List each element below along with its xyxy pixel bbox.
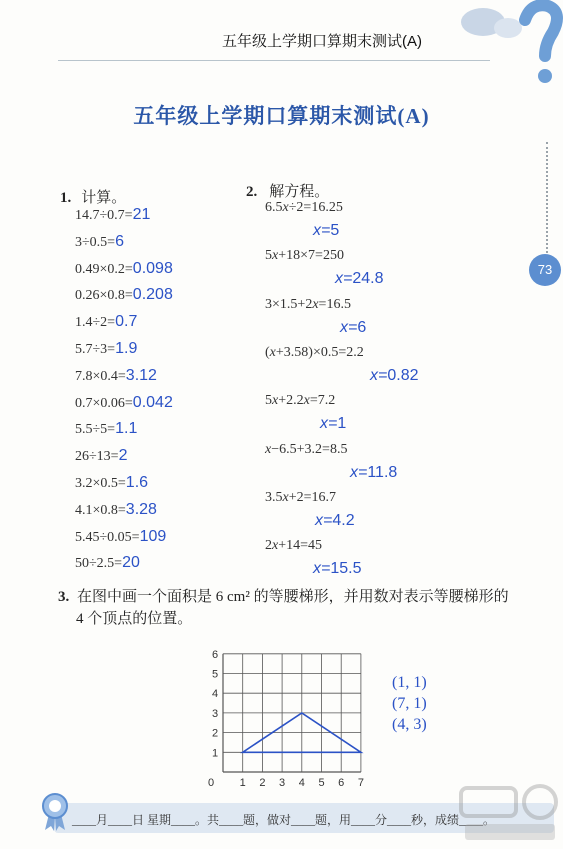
q2-list — [265, 200, 485, 585]
q2-solution: x=1 — [320, 415, 347, 433]
question-mark-decoration — [453, 0, 563, 90]
q1-expression: 0.26×0.8= — [75, 288, 133, 304]
q1-item — [75, 394, 173, 412]
q2-solution: x=4.2 — [315, 511, 355, 529]
q1-item — [75, 206, 150, 224]
q2-number: 2. — [246, 184, 258, 200]
q1-answer: 0.208 — [132, 286, 173, 304]
x-tick-label: 5 — [318, 777, 325, 789]
header-divider — [58, 60, 490, 61]
q1-expression: 5.7÷3= — [75, 342, 116, 357]
q1-number: 1. — [60, 190, 72, 206]
q2-solution: x=5 — [313, 222, 340, 239]
page-title: 五年级上学期口算期末测试(A) — [133, 104, 430, 128]
x-tick-label: 7 — [357, 777, 364, 789]
q2-solution: x=15.5 — [313, 560, 362, 578]
q1-item — [75, 286, 173, 304]
watermark-logo — [455, 780, 560, 846]
q1-title: 计算。 — [81, 190, 127, 206]
q1-expression: 5.45÷0.05= — [75, 529, 140, 545]
q2-solution: x=24.8 — [335, 270, 384, 288]
x-tick-label: 4 — [298, 777, 305, 789]
q1-list — [75, 206, 255, 586]
q1-answer: 3.28 — [125, 500, 157, 518]
q2-equation: 3×1.5+2x=16.5 — [265, 296, 351, 312]
q2-solution-value: 15.5 — [330, 560, 362, 578]
q1-expression: 3.2×0.5= — [75, 476, 126, 491]
q1-expression: 4.1×0.8= — [75, 502, 126, 518]
q2-solution-value: 24.8 — [352, 270, 384, 288]
y-tick-label: 2 — [211, 727, 219, 740]
q1-item — [75, 420, 137, 438]
medal-icon — [40, 792, 70, 832]
q1-item — [75, 313, 137, 331]
q1-answer: 3.12 — [125, 366, 157, 384]
q1-item — [75, 367, 157, 385]
q3-prompt — [58, 586, 528, 630]
vertex-coordinate: (1, 1) — [392, 674, 427, 691]
q2-solution-value: 1 — [337, 415, 347, 433]
margin-dots — [546, 142, 550, 257]
x-tick-label: 2 — [259, 777, 266, 789]
q1-expression: 0.49×0.2= — [75, 261, 133, 277]
q2-solution: x=0.82 — [370, 366, 419, 384]
coordinate-grid — [205, 640, 375, 790]
vertex-coordinates — [392, 674, 472, 737]
q1-answer: 0.098 — [132, 259, 173, 277]
q1-expression: 5.5÷5= — [75, 422, 116, 438]
q3-text-line1: 在图中画一个面积是 6 cm² 的等腰梯形，并用数对表示等腰梯形的 — [77, 589, 509, 605]
q1-item — [75, 340, 137, 358]
y-tick-label: 3 — [211, 707, 219, 720]
q2-equation: 6.5x÷2=16.25 — [265, 200, 343, 215]
q1-answer: 20 — [122, 554, 140, 572]
q3-number: 3. — [58, 589, 70, 605]
q2-heading — [246, 180, 329, 201]
q1-expression: 1.4÷2= — [75, 315, 116, 331]
q2-solution-value: 4.2 — [332, 511, 355, 529]
q2-solution-value: 5 — [330, 222, 340, 239]
y-tick-label: 6 — [211, 648, 219, 661]
vertex-coordinate: (4, 3) — [392, 716, 427, 733]
q2-solution-value: 11.8 — [367, 463, 398, 481]
q2-solution-value: 0.82 — [387, 366, 419, 384]
x-tick-label: 3 — [279, 777, 286, 789]
q2-equation: 2x+14=45 — [265, 538, 323, 554]
q2-equation: 5x+18×7=250 — [265, 248, 344, 264]
y-tick-label: 4 — [211, 688, 219, 701]
page-number-badge: 73 — [529, 254, 561, 286]
q1-item — [75, 501, 157, 519]
footer-record-line: ____月____日 星期____。共____题，做对____题，用____分____秒，成绩____。 — [72, 813, 496, 827]
q1-answer: 1.9 — [115, 340, 138, 357]
x-tick-label: 0 — [207, 777, 215, 789]
q1-answer: 6 — [115, 232, 124, 250]
q1-item — [75, 233, 124, 251]
q1-item — [75, 447, 128, 465]
q2-equation: x−6.5+3.2=8.5 — [265, 441, 348, 457]
q3-text-line2: 4 个顶点的位置。 — [76, 611, 193, 627]
q1-answer: 109 — [139, 527, 167, 545]
q1-expression: 7.8×0.4= — [75, 368, 126, 384]
q1-answer: 21 — [132, 206, 151, 223]
q2-equation: 5x+2.2x=7.2 — [265, 393, 336, 409]
y-tick-label: 1 — [211, 747, 219, 760]
q1-answer: 0.042 — [132, 393, 173, 411]
q2-title: 解方程。 — [269, 184, 330, 200]
q1-item — [75, 554, 140, 572]
q1-item — [75, 260, 173, 278]
q1-answer: 1.6 — [125, 474, 149, 491]
q1-expression: 26÷13= — [75, 449, 119, 465]
q2-equation: 3.5x+2=16.7 — [265, 489, 337, 505]
q2-solution: x=11.8 — [350, 463, 398, 481]
q1-answer: 2 — [118, 447, 128, 465]
header-title: 五年级上学期口算期末测试(A) — [222, 33, 422, 50]
x-tick-label: 1 — [239, 777, 246, 789]
q2-equation: (x+3.58)×0.5=2.2 — [265, 344, 364, 360]
q1-answer: 0.7 — [115, 313, 138, 331]
q1-answer: 1.1 — [115, 420, 138, 438]
q1-expression: 14.7÷0.7= — [75, 208, 133, 223]
q2-solution-value: 6 — [357, 318, 367, 336]
q1-expression: 0.7×0.06= — [75, 395, 133, 411]
x-tick-label: 6 — [338, 777, 345, 789]
vertex-coordinate: (7, 1) — [392, 695, 427, 712]
y-tick-label: 5 — [211, 668, 219, 681]
q1-expression: 3÷0.5= — [75, 234, 116, 250]
q1-item — [75, 474, 148, 492]
q1-item — [75, 528, 166, 546]
q1-expression: 50÷2.5= — [75, 556, 123, 572]
q1-heading — [60, 186, 126, 207]
q2-solution: x=6 — [340, 318, 367, 336]
